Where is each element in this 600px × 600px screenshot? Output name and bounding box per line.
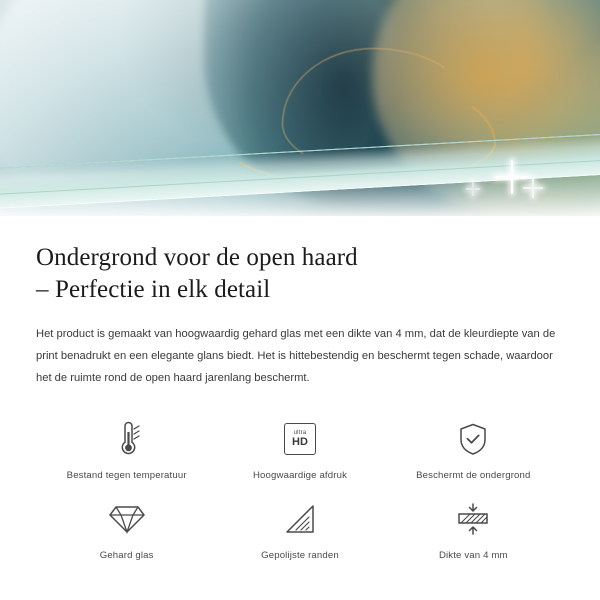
content-section (0, 216, 600, 562)
feature-item-temperature (40, 416, 213, 482)
thickness-arrows-icon (450, 496, 496, 542)
page-title (36, 242, 564, 306)
body-paragraph: Het product is gemaakt van hoogwaardig gehard glas met een dikte van 4 mm, dat de kleurdiepte van de print benadrukt en een elegante glans biedt. Het is hittebestendig en beschermt tegen schade, waardoor het de ruimte rond de open haard jarenlang beschermt. (36, 328, 556, 384)
polished-edges-icon (277, 496, 323, 542)
feature-item-thickness (387, 496, 560, 562)
feature-item-tempered-glass (40, 496, 213, 562)
headline-line-2: – Perfectie in elk detail (36, 276, 271, 303)
diamond-icon (104, 496, 150, 542)
feature-grid (36, 416, 564, 563)
badge-bottom-text: HD (292, 435, 308, 448)
badge-top-text: ultra (293, 429, 307, 436)
headline-line-1: Ondergrond voor de open haard (36, 244, 358, 271)
feature-item-polished-edges (213, 496, 386, 562)
shield-check-icon (450, 416, 496, 462)
feature-label: Dikte van 4 mm (438, 550, 508, 561)
feature-label: Hoogwaardige afdruk (252, 469, 348, 481)
feature-label: Beschermt de ondergrond (416, 469, 531, 481)
feature-label: Gepolijste randen (261, 550, 339, 561)
thermometer-icon (104, 416, 150, 462)
feature-label: Bestand tegen temperatuur (66, 469, 187, 481)
feature-item-print-quality (213, 416, 386, 482)
ultra-hd-badge-icon (277, 416, 323, 462)
feature-label: Gehard glas (99, 550, 154, 561)
feature-item-surface-protection (387, 416, 560, 482)
hero-image (0, 0, 600, 216)
